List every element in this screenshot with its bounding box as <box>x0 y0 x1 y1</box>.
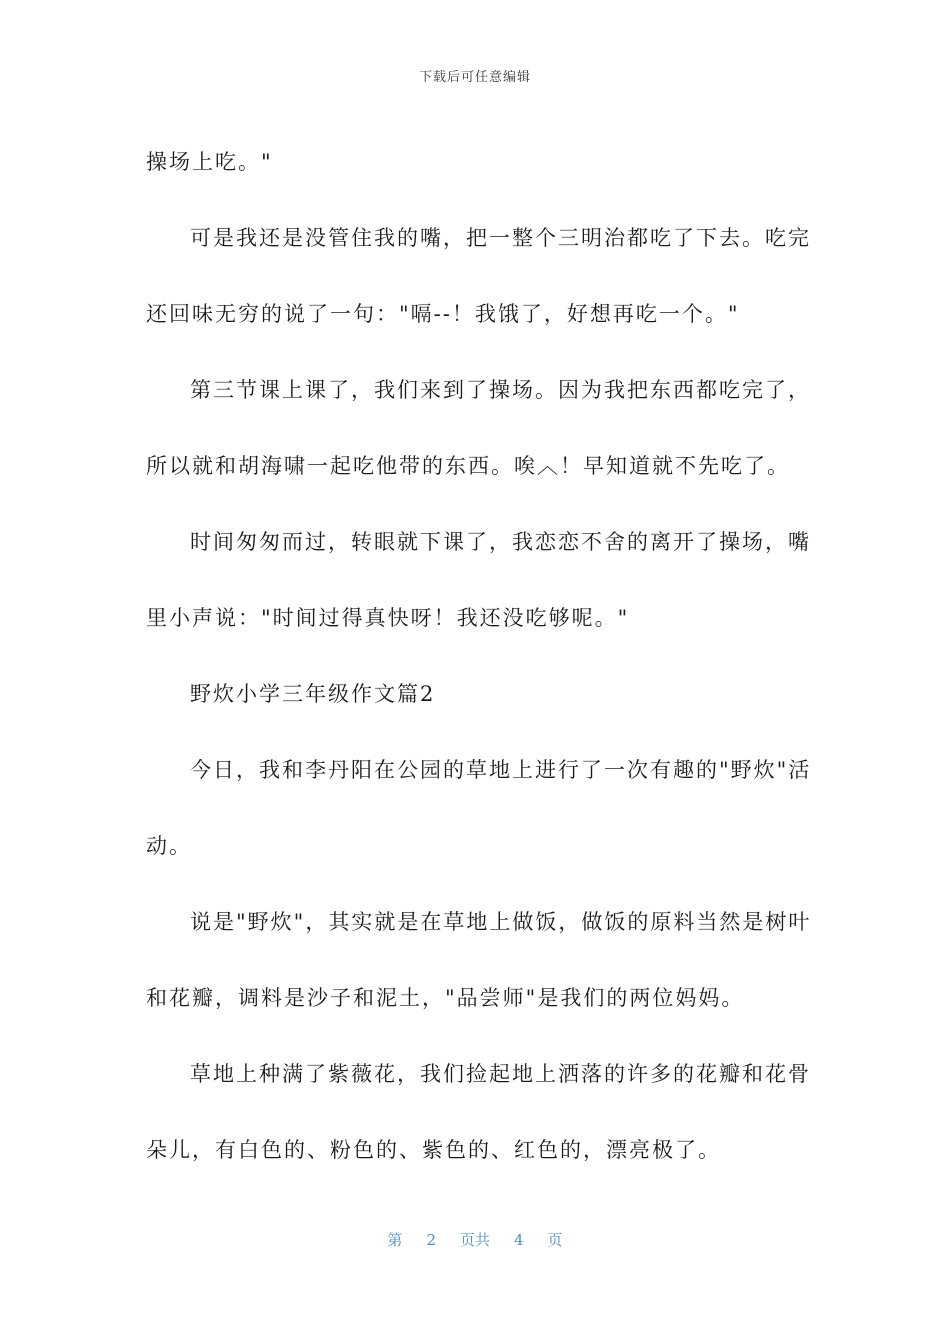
text-line: 可是我还是没管住我的嘴，把一整个三明治都吃了下去。吃完 <box>190 226 811 250</box>
text-line: 动。 <box>146 834 192 858</box>
document-body <box>146 124 812 1188</box>
current-page-number: 2 <box>426 1231 436 1249</box>
text-line: 朵儿，有白色的、粉色的、紫色的、红色的，漂亮极了。 <box>146 1138 721 1162</box>
page-label-prefix: 第 <box>387 1231 403 1249</box>
text-line: 还回味无穷的说了一句："嗝--！我饿了，好想再吃一个。" <box>146 302 740 326</box>
text-line: 操场上吃。" <box>146 150 273 174</box>
section-heading: 野炊小学三年级作文篇2 <box>190 682 436 706</box>
page-footer <box>0 1229 950 1250</box>
text-line: 里小声说："时间过得真快呀！我还没吃够呢。" <box>146 606 630 630</box>
page-label-suffix: 页 <box>547 1231 563 1249</box>
text-line: 所以就和胡海啸一起吃他带的东西。唉︿！早知道就不先吃了。 <box>146 454 790 478</box>
page-header-note: 下载后可任意编辑 <box>418 70 531 85</box>
text-line: 时间匆匆而过，转眼就下课了，我恋恋不舍的离开了操场，嘴 <box>190 530 811 554</box>
page-label-mid: 页共 <box>459 1231 490 1249</box>
text-line: 今日，我和李丹阳在公园的草地上进行了一次有趣的"野炊"活 <box>190 758 812 782</box>
text-line: 和花瓣，调料是沙子和泥土，"品尝师"是我们的两位妈妈。 <box>146 986 745 1010</box>
text-line: 草地上种满了紫薇花，我们捡起地上洒落的许多的花瓣和花骨 <box>190 1062 811 1086</box>
total-pages-number: 4 <box>514 1231 524 1249</box>
text-line: 说是"野炊"，其实就是在草地上做饭，做饭的原料当然是树叶 <box>190 910 812 934</box>
text-line: 第三节课上课了，我们来到了操场。因为我把东西都吃完了， <box>190 378 811 402</box>
